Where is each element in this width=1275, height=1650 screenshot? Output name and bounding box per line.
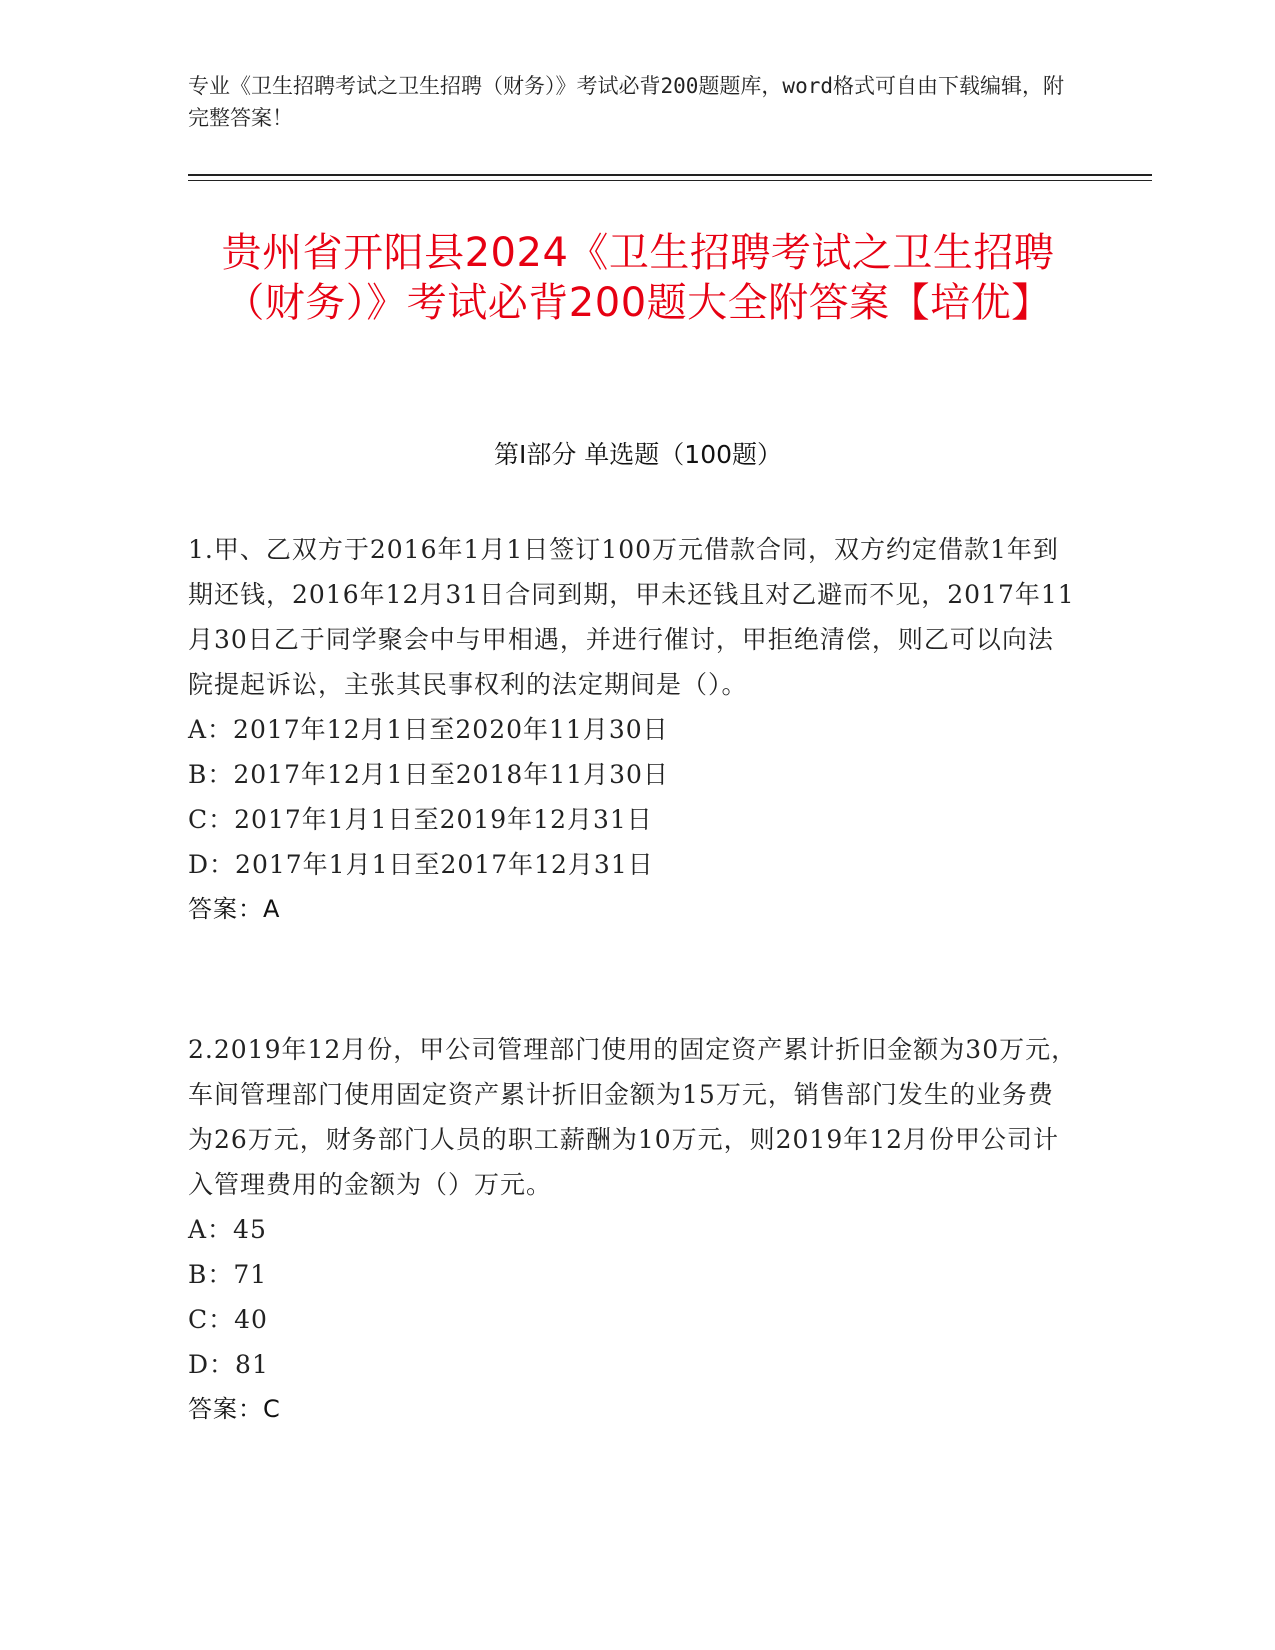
question-stem: 2.2019年12月份，甲公司管理部门使用的固定资产累计折旧金额为30万元，车间管理部门使用固定资产累计折旧金额为15万元，销售部门发生的业务费为26万元，财务部门人员的职工薪酬为10万元，则2019年12月份甲公司计入管理费用的金额为（）万元。 [188, 1035, 1078, 1199]
header-divider-thin [188, 180, 1152, 181]
question-1 [188, 527, 1078, 932]
header-divider-thick [188, 174, 1152, 176]
option-c: C：40 [188, 1305, 268, 1334]
option-b: B：2017年12月1日至2018年11月30日 [188, 760, 669, 789]
section-heading: 第Ⅰ部分 单选题（100题） [493, 440, 783, 469]
question-stem: 1.甲、乙双方于2016年1月1日签订100万元借款合同，双方约定借款1年到期还钱，2016年12月31日合同到期，甲未还钱且对乙避而不见，2017年11月30日乙于同学聚会中与甲相遇，并进行催讨，甲拒绝清偿，则乙可以向法院提起诉讼，主张其民事权利的法定期间是（）。 [188, 535, 1075, 699]
option-a: A：2017年12月1日至2020年11月30日 [188, 715, 669, 744]
option-a: A：45 [188, 1215, 267, 1244]
option-d: D：81 [188, 1350, 269, 1379]
answer-line: 答案：A [188, 895, 281, 923]
header-note: 专业《卫生招聘考试之卫生招聘（财务）》考试必背200题题库，word格式可自由下载编辑，附完整答案！ [188, 74, 1064, 130]
option-b: B：71 [188, 1260, 268, 1289]
option-c: C：2017年1月1日至2019年12月31日 [188, 805, 653, 834]
document-title: 贵州省开阳县2024《卫生招聘考试之卫生招聘（财务）》考试必背200题大全附答案【培优】 [221, 230, 1055, 326]
question-2 [188, 1027, 1078, 1432]
option-d: D：2017年1月1日至2017年12月31日 [188, 850, 654, 879]
answer-line: 答案：C [188, 1395, 281, 1423]
